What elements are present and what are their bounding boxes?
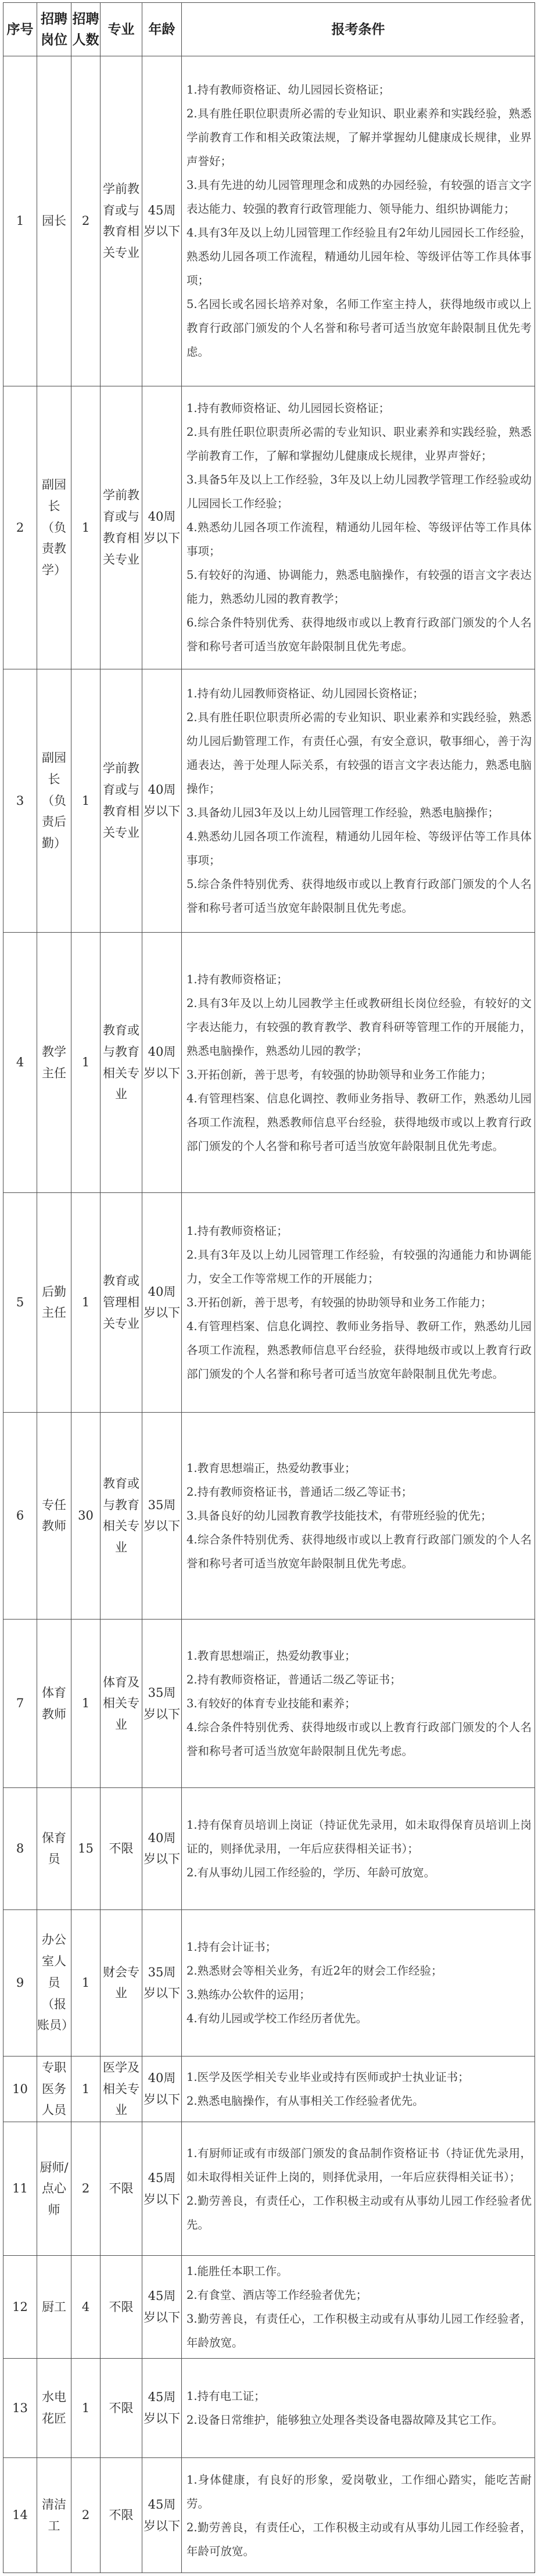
table-row: [3, 2358, 535, 2457]
row-requirements: [182, 2256, 535, 2358]
row-requirements: [182, 2458, 535, 2573]
row-position: 教学主任: [37, 932, 71, 1193]
row-no: 12: [3, 2256, 37, 2358]
requirement-item: 3.具备幼儿园3年及以上幼儿园管理工作经验，熟悉电脑操作；: [186, 805, 500, 819]
row-major: 教育或与教育相关专业: [101, 932, 142, 1193]
row-position: 办公室人员（报账员）: [37, 1909, 71, 2056]
requirement-item: 2.熟悉财会等相关业务，有近2年的财会工作经验；: [186, 1964, 443, 1978]
row-no: 4: [3, 932, 37, 1193]
header-age: 年龄: [142, 3, 182, 56]
row-count: 2: [71, 56, 101, 386]
row-age: 45周岁以下: [142, 56, 182, 386]
table-row: [3, 386, 535, 669]
row-age: 45周岁以下: [142, 2458, 182, 2573]
row-position: 厨工: [37, 2256, 71, 2358]
header-count: 招聘人数: [71, 3, 101, 56]
requirement-item: 1.能胜任本职工作。: [186, 2265, 288, 2278]
requirement-item: 1.教育思想端正，热爱幼教事业；: [186, 1649, 356, 1663]
row-major: 不限: [101, 2256, 142, 2358]
row-requirements: [182, 1412, 535, 1620]
requirement-item: 3.具有先进的幼儿园管理理念和成熟的办园经验，有较强的语言文字表达能力、较强的教育行政管理能力、领导能力、组织协调能力；: [186, 178, 532, 216]
row-no: 5: [3, 1193, 37, 1412]
requirement-item: 1.持有教师资格证；: [186, 1224, 288, 1238]
requirement-item: 3.具备5年及以上工作经验，3年及以上幼儿园教学管理工作经验或幼儿园园长工作经验；: [186, 473, 532, 511]
requirement-item: 2.熟悉电脑操作，有从事相关工作经验者优先。: [186, 2094, 424, 2108]
requirement-item: 4.有幼儿园或学校工作经历者优先。: [186, 2012, 368, 2026]
row-no: 2: [3, 386, 37, 669]
requirement-item: 2.持有教师资格证，普通话二级乙等证书；: [186, 1673, 401, 1687]
row-no: 9: [3, 1909, 37, 2056]
row-position: 园长: [37, 56, 71, 386]
row-requirements: [182, 932, 535, 1193]
row-age: 45周岁以下: [142, 2256, 182, 2358]
requirement-item: 3.熟练办公软件的运用；: [186, 1988, 311, 2002]
requirement-item: 2.勤劳善良，有责任心，工作积极主动或有从事幼儿园工作经验者优先。: [186, 2194, 532, 2231]
requirement-item: 2.具有胜任职位职责所必需的专业知识、职业素养和实践经验，熟悉幼儿园后勤管理工作，有责任心强，有安全意识，敬事细心，善于沟通表达，善于处理人际关系，有较强的语言文字表达能力，熟悉电脑操作；: [186, 710, 532, 796]
row-no: 14: [3, 2458, 37, 2573]
row-age: 40周岁以下: [142, 2056, 182, 2122]
row-age: 35周岁以下: [142, 1909, 182, 2056]
row-count: 1: [71, 1193, 101, 1412]
row-major: 学前教育或与教育相关专业: [101, 669, 142, 933]
requirement-item: 1.持有保育员培训上岗证（持证优先录用，如未取得保育员培训上岗证的，则择优录用，一年后应获得相关证书）；: [186, 1818, 532, 1855]
table-row: [3, 56, 535, 386]
requirement-item: 5.综合条件特别优秀、获得地级市或以上教育行政部门颁发的个人名誉和称号者可适当放宽年龄限制且优先考虑。: [186, 877, 532, 915]
requirement-item: 2.勤劳善良，有责任心，工作积极主动或有从事幼儿园工作经验者，年龄可放宽。: [186, 2520, 532, 2558]
row-position: 水电花匠: [37, 2358, 71, 2457]
row-position: 后勤主任: [37, 1193, 71, 1412]
row-requirements: [182, 1787, 535, 1909]
row-requirements: [182, 2056, 535, 2122]
row-major: 财会专业: [101, 1909, 142, 2056]
row-no: 1: [3, 56, 37, 386]
row-major: 学前教育或与教育相关专业: [101, 386, 142, 669]
row-no: 8: [3, 1787, 37, 1909]
row-no: 6: [3, 1412, 37, 1620]
row-age: 40周岁以下: [142, 1787, 182, 1909]
requirement-item: 1.持有会计证书；: [186, 1940, 277, 1954]
row-count: 30: [71, 1412, 101, 1620]
header-requirements: 报考条件: [182, 3, 535, 56]
table-row: [3, 1620, 535, 1788]
row-count: 1: [71, 2056, 101, 2122]
requirement-item: 2.有食堂、酒店等工作经验者优先；: [186, 2288, 368, 2302]
requirement-item: 6.综合条件特别优秀、获得地级市或以上教育行政部门颁发的个人名誉和称号者可适当放宽年龄限制且优先考虑。: [186, 616, 532, 654]
requirement-item: 4.具有3年及以上幼儿园管理工作经验且有2年幼儿园园长工作经验，熟悉幼儿园各项工作流程，精通幼儿园年检、等级评估等工作具体事项；: [186, 226, 532, 288]
table-row: [3, 2256, 535, 2358]
requirement-item: 1.教育思想端正，热爱幼教事业；: [186, 1461, 356, 1475]
table-row: [3, 2122, 535, 2256]
row-major: 学前教育或与教育相关专业: [101, 56, 142, 386]
requirement-item: 2.具有3年及以上幼儿园教学主任或教研组长岗位经验，有较好的文字表达能力，有较强的教育教学、教育科研等管理工作的开展能力，熟悉电脑操作，熟悉幼儿园的教学；: [186, 996, 532, 1058]
requirement-item: 4.熟悉幼儿园各项工作流程，精通幼儿园年检、等级评估等工作具体事项；: [186, 521, 532, 558]
table-row: [3, 1787, 535, 1909]
table-row: [3, 1412, 535, 1620]
row-major: 教育或管理相关专业: [101, 1193, 142, 1412]
row-count: 1: [71, 669, 101, 933]
row-count: 1: [71, 1909, 101, 2056]
row-count: 2: [71, 2458, 101, 2573]
table-row: [3, 669, 535, 933]
requirement-item: 4.有管理档案、信息化调控、教师业务指导、教研工作，熟悉幼儿园各项工作流程，熟悉教师信息平台经验，获得地级市或以上教育行政部门颁发的个人名誉和称号者可适当放宽年龄限制且优先考虑。: [186, 1091, 532, 1153]
recruitment-sheet: [3, 2, 535, 2573]
requirement-item: 4.有管理档案、信息化调控、教师业务指导、教研工作，熟悉幼儿园各项工作流程，熟悉教师信息平台经验，获得地级市或以上教育行政部门颁发的个人名誉和称号者可适当放宽年龄限制且优先考虑。: [186, 1319, 532, 1381]
row-count: 4: [71, 2256, 101, 2358]
row-count: 1: [71, 386, 101, 669]
table-row: [3, 1909, 535, 2056]
row-age: 40周岁以下: [142, 386, 182, 669]
row-position: 专任教师: [37, 1412, 71, 1620]
row-position: 厨师/点心师: [37, 2122, 71, 2256]
row-major: 体育及相关专业: [101, 1620, 142, 1788]
recruitment-table: [3, 2, 535, 2573]
row-major: 不限: [101, 2358, 142, 2457]
requirement-item: 2.具有胜任职位职责所必需的专业知识、职业素养和实践经验，熟悉学前教育工作，了解和掌握幼儿健康成长规律，业界声誉好；: [186, 425, 532, 463]
requirement-item: 1.身体健康，有良好的形象，爱岗敬业，工作细心踏实，能吃苦耐劳。: [186, 2473, 532, 2510]
row-major: 教育或与教育相关专业: [101, 1412, 142, 1620]
row-count: 1: [71, 2358, 101, 2457]
row-age: 40周岁以下: [142, 669, 182, 933]
requirement-item: 4.综合条件特别优秀、获得地级市或以上教育行政部门颁发的个人名誉和称号者可适当放宽年龄限制且优先考虑。: [186, 1721, 532, 1758]
row-major: 医学及相关专业: [101, 2056, 142, 2122]
requirement-item: 2.有从事幼儿园工作经验的，学历、年龄可放宽。: [186, 1865, 436, 1879]
row-age: 40周岁以下: [142, 1193, 182, 1412]
row-major: 不限: [101, 2122, 142, 2256]
row-age: 40周岁以下: [142, 932, 182, 1193]
row-major: 不限: [101, 1787, 142, 1909]
requirement-item: 1.持有教师资格证、幼儿园园长资格证；: [186, 83, 390, 97]
header-row: [3, 3, 535, 56]
row-requirements: [182, 56, 535, 386]
requirement-item: 2.具有胜任职位职责所必需的专业知识、职业素养和实践经验，熟悉学前教育工作和相关政策法规，了解并掌握幼儿健康成长规律，业界声誉好；: [186, 107, 532, 169]
table-row: [3, 2056, 535, 2122]
requirement-item: 1.持有电工证；: [186, 2389, 266, 2403]
row-count: 1: [71, 1620, 101, 1788]
requirement-item: 3.勤劳善良，有责任心，工作积极主动或有从事幼儿园工作经验者，年龄放宽。: [186, 2312, 532, 2350]
row-position: 清洁工: [37, 2458, 71, 2573]
row-no: 13: [3, 2358, 37, 2457]
requirement-item: 2.具有3年及以上幼儿园管理工作经验，有较强的沟通能力和协调能力，安全工作等常规工作的开展能力；: [186, 1248, 532, 1285]
row-no: 3: [3, 669, 37, 933]
requirement-item: 3.具备良好的幼儿园教育教学技能技术，有带班经验的优先；: [186, 1509, 492, 1522]
table-body: [3, 56, 535, 2573]
row-age: 35周岁以下: [142, 1412, 182, 1620]
requirement-item: 3.开拓创新，善于思考，有较强的协助领导和业务工作能力；: [186, 1067, 492, 1081]
row-count: 15: [71, 1787, 101, 1909]
row-requirements: [182, 1909, 535, 2056]
row-requirements: [182, 386, 535, 669]
header-major: 专业: [101, 3, 142, 56]
header-position: 招聘岗位: [37, 3, 71, 56]
row-age: 45周岁以下: [142, 2358, 182, 2457]
table-row: [3, 932, 535, 1193]
requirement-item: 5.有较好的沟通、协调能力，熟悉电脑操作，有较强的语言文字表达能力，熟悉幼儿园的教育教学；: [186, 568, 532, 606]
row-position: 副园长（负责教学）: [37, 386, 71, 669]
requirement-item: 3.有较好的体育专业技能和素养；: [186, 1697, 356, 1711]
row-count: 2: [71, 2122, 101, 2256]
row-position: 保育员: [37, 1787, 71, 1909]
row-major: 不限: [101, 2458, 142, 2573]
row-requirements: [182, 1193, 535, 1412]
row-requirements: [182, 2122, 535, 2256]
row-count: 1: [71, 932, 101, 1193]
requirement-item: 3.开拓创新，善于思考，有较强的协助领导和业务工作能力；: [186, 1295, 492, 1309]
row-age: 35周岁以下: [142, 1620, 182, 1788]
row-position: 副园长（负责后勤）: [37, 669, 71, 933]
row-age: 45周岁以下: [142, 2122, 182, 2256]
table-row: [3, 1193, 535, 1412]
row-requirements: [182, 1620, 535, 1788]
row-requirements: [182, 669, 535, 933]
requirement-item: 1.医学及医学相关专业毕业或持有医师或护士执业证书；: [186, 2070, 469, 2084]
row-requirements: [182, 2358, 535, 2457]
requirement-item: 2.设备日常维护，能够独立处理各类设备电器故障及其它工作。: [186, 2413, 504, 2427]
row-position: 体育教师: [37, 1620, 71, 1788]
table-row: [3, 2458, 535, 2573]
requirement-item: 4.熟悉幼儿园各项工作流程，精通幼儿园年检、等级评估等工作具体事项；: [186, 829, 532, 867]
row-position: 专职医务人员: [37, 2056, 71, 2122]
requirement-item: 4.综合条件特别优秀、获得地级市或以上教育行政部门颁发的个人名誉和称号者可适当放宽年龄限制且优先考虑。: [186, 1532, 532, 1570]
requirement-item: 5.名园长或名园长培养对象，名师工作室主持人，获得地级市或以上教育行政部门颁发的个人名誉和称号者可适当放宽年龄限制且优先考虑。: [186, 298, 532, 359]
requirement-item: 1.有厨师证或有市级部门颁发的食品制作资格证书（持证优先录用，如未取得相关证件上岗的，则择优录用，一年后应获得相关证书）；: [186, 2146, 532, 2184]
requirement-item: 1.持有幼儿园教师资格证、幼儿园园长资格证；: [186, 686, 424, 700]
header-no: 序号: [3, 3, 37, 56]
requirement-item: 1.持有教师资格证、幼儿园园长资格证；: [186, 402, 390, 415]
row-no: 7: [3, 1620, 37, 1788]
requirement-item: 1.持有教师资格证；: [186, 972, 288, 986]
requirement-item: 2.持有教师资格证书，普通话二级乙等证书；: [186, 1485, 413, 1499]
row-no: 11: [3, 2122, 37, 2256]
row-no: 10: [3, 2056, 37, 2122]
